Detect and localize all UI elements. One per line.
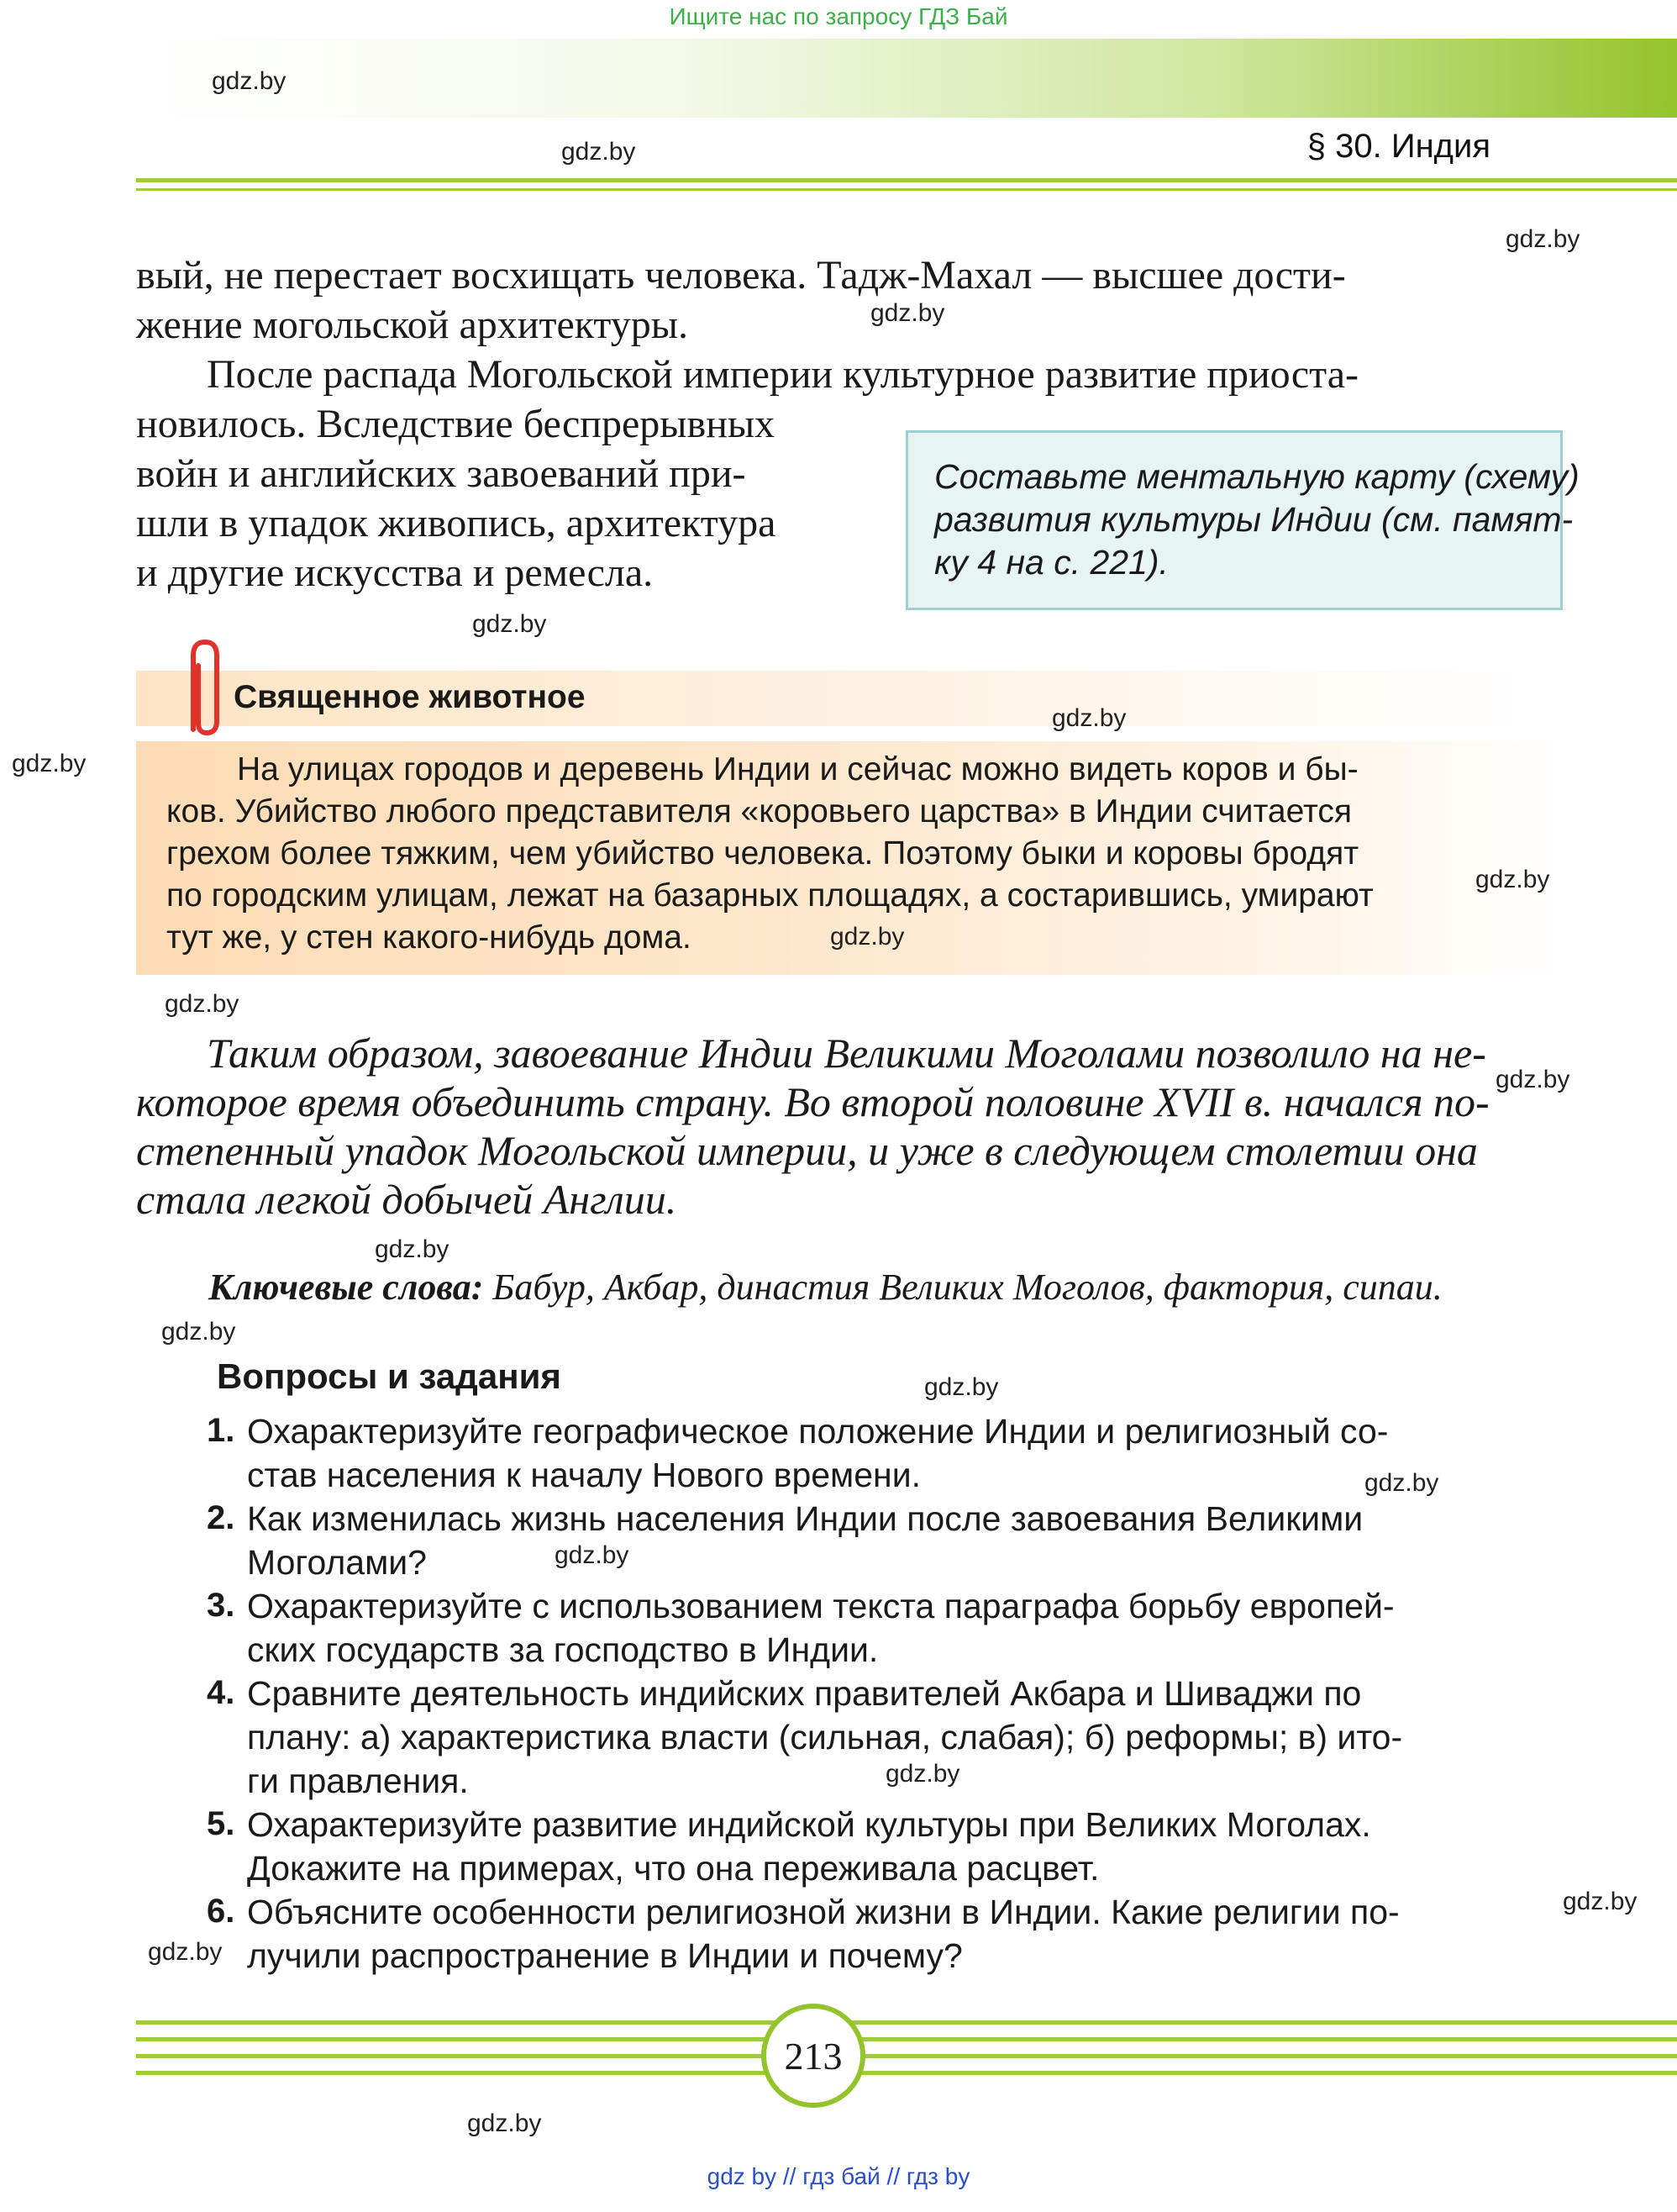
top-search-note: Ищите нас по запросу ГДЗ Бай bbox=[669, 3, 1008, 29]
question-line: Моголами? bbox=[247, 1543, 427, 1582]
feature-line: На улицах городов и деревень Индии и сейчас можно видеть коров и бы- bbox=[237, 751, 1359, 787]
question-line: Как изменилась жизнь населения Индии после завоевания Великими bbox=[247, 1499, 1364, 1538]
header-rule bbox=[136, 178, 1677, 182]
paragraph-line: После распада Могольской империи культурное развитие приоста- bbox=[207, 352, 1359, 397]
question-line: лучили распространение в Индии и почему? bbox=[247, 1936, 963, 1975]
keywords-line bbox=[208, 1266, 1443, 1309]
paragraph-line: вый, не перестает восхищать человека. Тадж-Махал — высшее дости- bbox=[136, 253, 1346, 298]
watermark: gdz.by bbox=[148, 1938, 223, 1966]
watermark: gdz.by bbox=[467, 2109, 542, 2137]
paragraph-line: и другие искусства и ремесла. bbox=[136, 550, 654, 595]
question-line: Охарактеризуйте развитие индийской культуры при Великих Моголах. bbox=[247, 1805, 1371, 1844]
section-title: § 30. Индия bbox=[1306, 128, 1490, 165]
task-line: ку 4 на с. 221). bbox=[934, 543, 1169, 582]
summary-line: степенный упадок Могольской империи, и уже в следующем столетии она bbox=[136, 1127, 1478, 1174]
footer-rule bbox=[136, 2037, 1677, 2041]
watermark: gdz.by bbox=[375, 1235, 449, 1263]
header-band bbox=[136, 39, 1677, 118]
question-line: ских государств за господство в Индии. bbox=[247, 1630, 879, 1669]
keywords-label: Ключевые слова: bbox=[208, 1267, 484, 1308]
question-number: 6. bbox=[207, 1893, 235, 1930]
question-line: став населения к началу Нового времени. bbox=[247, 1456, 921, 1494]
header-rule-thin bbox=[136, 188, 1677, 191]
question-number: 3. bbox=[207, 1587, 235, 1624]
paragraph-line: шли в упадок живопись, архитектура bbox=[136, 501, 776, 545]
question-line: Охарактеризуйте географическое положение Индии и религиозный со- bbox=[247, 1412, 1389, 1451]
watermark: gdz.by bbox=[1563, 1888, 1638, 1915]
summary-line: которое время объединить страну. Во второй половине XVII в. начался по- bbox=[136, 1078, 1490, 1125]
summary-line: стала легкой добычей Англии. bbox=[136, 1176, 677, 1223]
question-line: плану: а) характеристика власти (сильная, слабая); б) реформы; в) ито- bbox=[247, 1718, 1403, 1756]
task-line: развития культуры Индии (см. памят- bbox=[934, 500, 1574, 539]
page-number: 213 bbox=[784, 2035, 843, 2078]
bottom-links[interactable]: gdz by // гдз бай // гдз by bbox=[707, 2163, 970, 2189]
task-line: Составьте ментальную карту (схему) bbox=[934, 457, 1580, 496]
question-number: 1. bbox=[207, 1412, 235, 1449]
feature-line: грехом более тяжким, чем убийство человека. Поэтому быки и коровы бродят bbox=[166, 835, 1359, 872]
feature-line: ков. Убийство любого представителя «коровьего царства» в Индии считается bbox=[166, 793, 1353, 830]
question-line: Сравните деятельность индийских правителей Акбара и Шиваджи по bbox=[247, 1674, 1362, 1713]
watermark: gdz.by bbox=[870, 299, 945, 327]
question-line: ги правления. bbox=[247, 1762, 469, 1800]
watermark: gdz.by bbox=[561, 138, 636, 166]
question-line: Докажите на примерах, что она переживала расцвет. bbox=[247, 1849, 1100, 1888]
feature-line: по городским улицам, лежат на базарных площадях, а состарившись, умирают bbox=[166, 877, 1374, 914]
question-number: 5. bbox=[207, 1805, 235, 1842]
footer-rule bbox=[136, 2071, 1677, 2075]
watermark: gdz.by bbox=[886, 1760, 960, 1788]
paragraph-line: новилось. Вследствие беспрерывных bbox=[136, 402, 775, 446]
footer-rule bbox=[136, 2020, 1677, 2025]
watermark: gdz.by bbox=[830, 923, 905, 951]
paperclip-icon bbox=[176, 637, 230, 738]
watermark: gdz.by bbox=[924, 1373, 999, 1401]
question-number: 4. bbox=[207, 1674, 235, 1711]
watermark: gdz.by bbox=[472, 610, 547, 638]
footer-rule bbox=[136, 2054, 1677, 2058]
keywords-text: Бабур, Акбар, династия Великих Моголов, фактория, сипаи. bbox=[483, 1267, 1443, 1308]
feature-title: Священное животное bbox=[234, 679, 586, 715]
paragraph-line: войн и английских завоеваний при- bbox=[136, 451, 746, 496]
summary-line: Таким образом, завоевание Индии Великими Моголами позволило на не- bbox=[207, 1030, 1486, 1077]
question-number: 2. bbox=[207, 1499, 235, 1536]
watermark: gdz.by bbox=[165, 990, 239, 1018]
question-line: Объясните особенности религиозной жизни в Индии. Какие религии по- bbox=[247, 1893, 1400, 1931]
watermark: gdz.by bbox=[555, 1541, 629, 1569]
watermark: gdz.by bbox=[1506, 225, 1580, 253]
watermark: gdz.by bbox=[161, 1318, 236, 1346]
watermark: gdz.by bbox=[1364, 1469, 1439, 1497]
paragraph-line: жение могольской архитектуры. bbox=[136, 303, 689, 347]
questions-heading: Вопросы и задания bbox=[217, 1356, 561, 1396]
watermark: gdz.by bbox=[12, 750, 87, 777]
watermark: gdz.by bbox=[1475, 866, 1550, 893]
watermark: gdz.by bbox=[212, 67, 287, 95]
watermark: gdz.by bbox=[1052, 704, 1127, 732]
feature-line: тут же, у стен какого-нибудь дома. bbox=[166, 919, 691, 956]
question-line: Охарактеризуйте с использованием текста параграфа борьбу европей- bbox=[247, 1587, 1395, 1625]
watermark: gdz.by bbox=[1496, 1066, 1570, 1093]
